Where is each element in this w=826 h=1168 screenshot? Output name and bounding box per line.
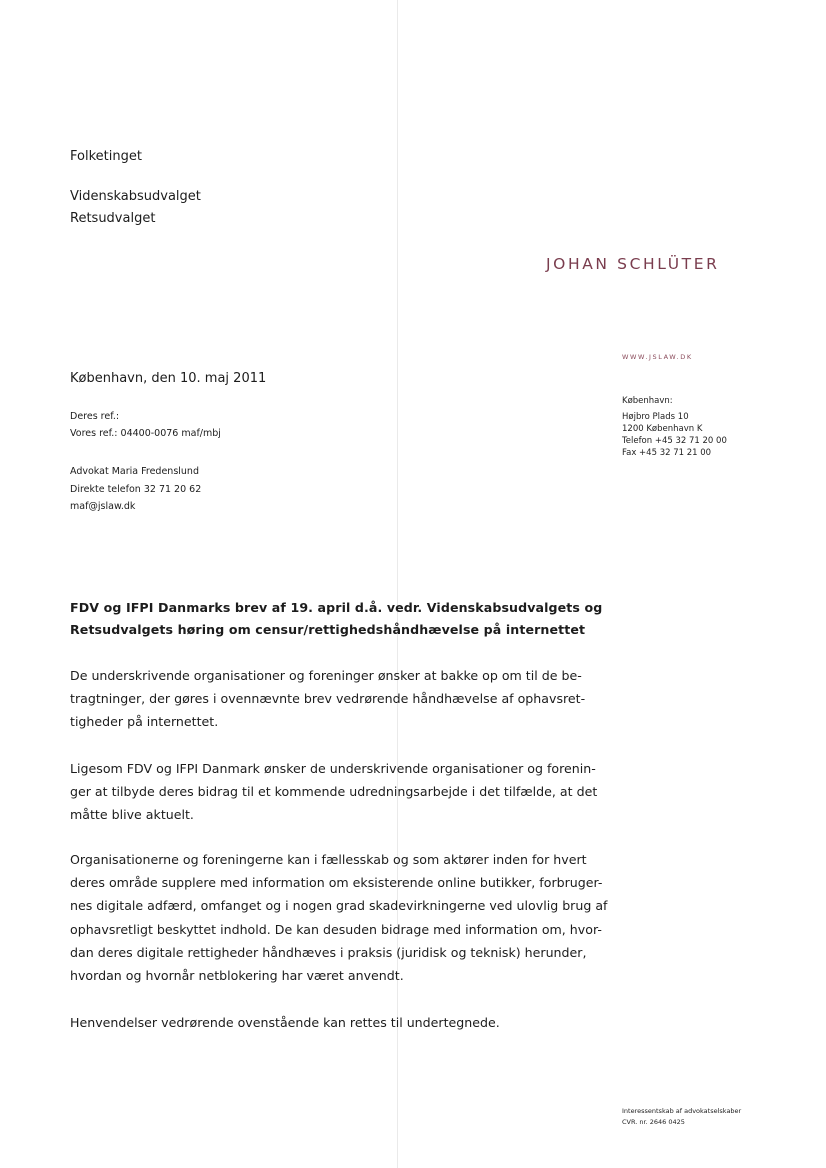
paragraph-line: ophavsretligt beskyttet indhold. De kan desuden bidrage med information om, hvor-: [70, 921, 602, 937]
lawyer-email[interactable]: maf@jslaw.dk: [70, 501, 136, 512]
office-label: København:: [622, 396, 673, 406]
paragraph-4: [70, 1011, 605, 1034]
paragraph-line: hvordan og hvornår netblokering har været anvendt.: [70, 968, 404, 984]
office-street: Højbro Plads 10: [622, 412, 689, 422]
lawyer-name: Advokat Maria Fredenslund: [70, 466, 199, 477]
scan-fold-line: [397, 0, 398, 1168]
place-date: København, den 10. maj 2011: [70, 371, 267, 386]
lawyer-contact-block: [70, 463, 201, 516]
paragraph-2: [70, 757, 605, 827]
paragraph-line: måtte blive aktuelt.: [70, 807, 194, 823]
letter-subject: [70, 597, 610, 641]
firm-legal-form: Interessentskab af advokatselskaber: [622, 1107, 742, 1115]
firm-logo-text: JOHAN SCHLÜTER: [546, 255, 720, 273]
reference-block: [70, 408, 221, 442]
paragraph-line: tigheder på internettet.: [70, 714, 219, 730]
paragraph-line: deres område supplere med information om eksisterende online butikker, forbruger-: [70, 875, 603, 891]
subject-line-1: FDV og IFPI Danmarks brev af 19. april d.å. vedr. Videnskabsudvalgets og: [70, 600, 603, 615]
paragraph-line: dan deres digitale rettigheder håndhæves i praksis (juridisk og teknisk) herunder,: [70, 944, 587, 960]
our-reference: Vores ref.: 04400-0076 maf/mbj: [70, 428, 221, 439]
paragraph-line: Henvendelser vedrørende ovenstående kan rettes til undertegnede.: [70, 1015, 500, 1030]
paragraph-line: Organisationerne og foreningerne kan i fællesskab og som aktører inden for hvert: [70, 852, 587, 867]
your-reference: Deres ref.:: [70, 411, 120, 422]
subject-line-2: Retsudvalgets høring om censur/rettighedshåndhævelse på internettet: [70, 622, 586, 637]
paragraph-3: [70, 848, 608, 987]
lawyer-direct-phone: Direkte telefon 32 71 20 62: [70, 483, 202, 495]
paragraph-line: ger at tilbyde deres bidrag til et kommende udredningsarbejde i det tilfælde, at det: [70, 784, 598, 800]
paragraph-1: [70, 664, 605, 734]
firm-cvr-number: CVR. nr. 2646 0425: [622, 1118, 685, 1126]
paragraph-line: Ligesom FDV og IFPI Danmark ønsker de underskrivende organisationer og forenin-: [70, 761, 596, 776]
office-fax: Fax +45 32 71 21 00: [622, 448, 712, 458]
recipient-block: [70, 146, 201, 230]
recipient-committee-legal: Retsudvalget: [70, 211, 156, 226]
recipient-parliament: Folketinget: [70, 149, 142, 164]
office-city: 1200 København K: [622, 424, 703, 434]
paragraph-line: nes digitale adfærd, omfanget og i nogen grad skadevirkningerne ved ulovlig brug af: [70, 898, 608, 914]
firm-website[interactable]: WWW.JSLAW.DK: [622, 353, 693, 361]
office-phone: Telefon +45 32 71 20 00: [622, 436, 727, 446]
office-address-block: [622, 395, 727, 459]
firm-footer: [622, 1106, 741, 1128]
paragraph-line: De underskrivende organisationer og foreninger ønsker at bakke op om til de be-: [70, 668, 582, 683]
recipient-committee-science: Videnskabsudvalget: [70, 189, 201, 204]
paragraph-line: tragtninger, der gøres i ovennævnte brev vedrørende håndhævelse af ophavsret-: [70, 691, 586, 707]
